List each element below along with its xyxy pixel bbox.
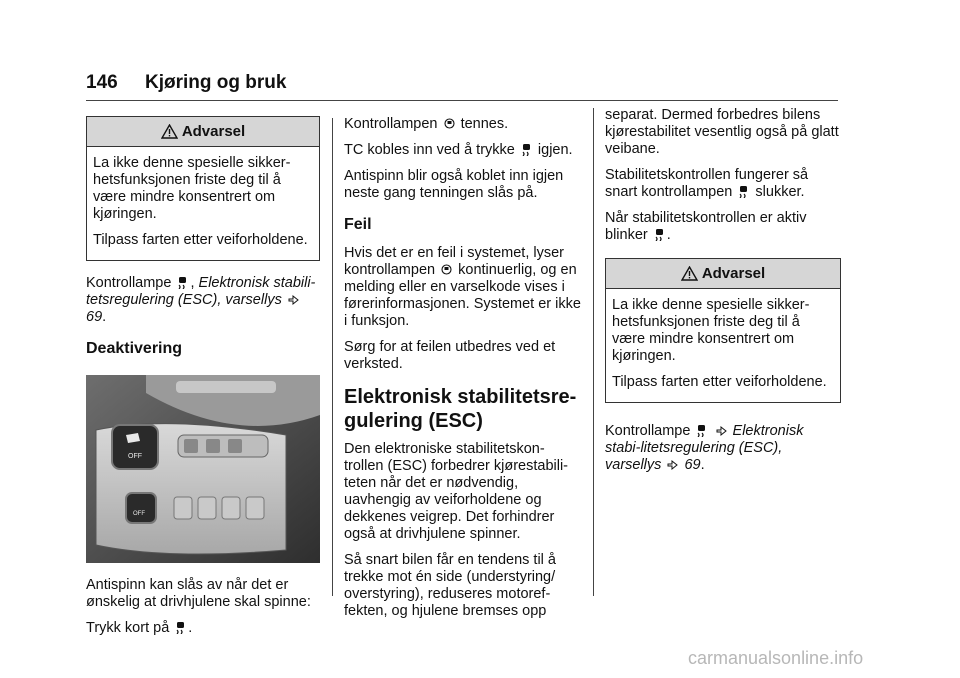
warning-box-2 (605, 258, 841, 403)
tc-b: igjen. (537, 142, 573, 158)
lamp-on-b: tennes. (460, 116, 509, 132)
ref-prefix: Kontrollampe (605, 423, 691, 439)
active-b: . (666, 227, 671, 243)
active-text (605, 210, 841, 244)
ref-prefix: Kontrollampe (86, 275, 172, 291)
esc-car-skid-icon (175, 621, 186, 634)
works-text (605, 167, 841, 201)
works-b: slukker. (755, 184, 805, 200)
esc-car-skid-icon (177, 276, 188, 289)
esc-reference-2: Kontrollampe Elektronisk stabi-litetsregulering (ESC), varsellys 69. (605, 423, 804, 473)
esc-off-icon (444, 117, 455, 130)
warning-header (87, 117, 319, 147)
page-ref-arrow-icon (667, 458, 678, 471)
warning-triangle-icon (161, 124, 178, 139)
heading-fault: Feil (344, 216, 372, 233)
column-1 (86, 116, 320, 646)
esc-reference: Kontrollampe , Elektronisk stabili-tetsregulering (ESC), varsellys 69. (86, 275, 316, 325)
column-2 (344, 116, 582, 629)
column-3 (605, 107, 841, 483)
warning-triangle-icon (681, 266, 698, 281)
column-divider-2 (593, 108, 594, 596)
esc-off-icon (441, 263, 452, 276)
page-number: 146 (86, 72, 118, 93)
warning-text-2: Tilpass farten etter veiforholdene. (93, 232, 308, 248)
header-rule (86, 100, 838, 101)
column-divider-1 (332, 118, 333, 596)
page-ref-arrow-icon (716, 424, 727, 437)
continuation-text: separat. Dermed forbedres bilens kjørestabilitet vesentlig også på glatt veibane. (605, 107, 839, 157)
press-label: Trykk kort på (86, 620, 170, 636)
warning-header (606, 259, 840, 289)
tc-off-button-label: OFF (133, 511, 145, 517)
warning-box (86, 116, 320, 261)
warning-text-1: La ikke denne spesielle sikker-hetsfunksjonen friste deg til å være mindre konsentrert om kjøringen. (93, 155, 291, 222)
esc-intro-text: Den elektroniske stabilitetskon-trollen (ESC) forbedrer kjørestabili-teten når det er nødvendig, uavhengig av veiforholdene og dekkenes veigrep. Det forhindrer også at drivhjulene spinner. (344, 441, 569, 542)
antispin-text: Antispinn kan slås av når det er ønskelig at drivhjulene skal spinne: (86, 577, 311, 610)
tc-a: TC kobles inn ved å trykke (344, 142, 515, 158)
antispin-reset-text: Antispinn blir også koblet inn igjen neste gang tenningen slås på. (344, 168, 564, 201)
esc-car-skid-icon (738, 185, 749, 198)
ref-text[interactable]: Elektronisk stabili-tetsregulering (ESC), varsellys (86, 275, 316, 308)
fault-text (344, 245, 582, 330)
ref-text[interactable]: Elektronisk stabi-litetsregulering (ESC), varsellys (605, 423, 804, 473)
warning-text-1: La ikke denne spesielle sikker-hetsfunksjonen friste deg til å være mindre konsentrert om kjøringen. (612, 297, 810, 364)
active-a: Når stabilitetskontrollen er aktiv blinker (605, 210, 807, 243)
fault-b: kontinuerlig, og en melding eller en varselkode vises i førerinformasjonen. Systemet er ikke i funksjon. (344, 262, 581, 329)
lamp-on-text (344, 116, 582, 133)
service-text: Sørg for at feilen utbedres ved et verksted. (344, 339, 556, 372)
fault-a: Hvis det er en feil i systemet, lyser kontrollampen (344, 245, 564, 278)
esc-car-skid-icon (696, 424, 707, 437)
heading-esc: Elektronisk stabilitetsre-gulering (ESC) (344, 386, 577, 432)
ref-page[interactable]: 69 (684, 457, 701, 473)
watermark: carmanualsonline.info (688, 648, 864, 668)
esc-car-skid-icon (521, 143, 532, 156)
press-text: Trykk kort på . (86, 620, 193, 636)
heading-deactivation: Deaktivering (86, 340, 183, 357)
esc-car-skid-icon (654, 228, 665, 241)
ref-page[interactable]: 69 (86, 309, 103, 325)
warning-title: Advarsel (181, 123, 246, 140)
page-ref-arrow-icon (288, 293, 299, 306)
esc-action-text: Så snart bilen får en tendens til å trekke mot én side (understyring/ overstyring), reduseres motoref-fekten, og hjulene bremses opp (344, 552, 556, 619)
warning-text-2: Tilpass farten etter veiforholdene. (612, 374, 827, 390)
dashboard-switch-photo (86, 375, 320, 563)
works-a: Stabilitetskontrollen fungerer så snart kontrollampen (605, 167, 809, 200)
warning-title: Advarsel (701, 265, 766, 282)
svg-text:OFF: OFF (128, 453, 142, 460)
tc-text (344, 142, 582, 159)
page-header (86, 72, 286, 94)
page-title: Kjøring og bruk (144, 72, 287, 93)
lamp-on-a: Kontrollampen (344, 116, 438, 132)
